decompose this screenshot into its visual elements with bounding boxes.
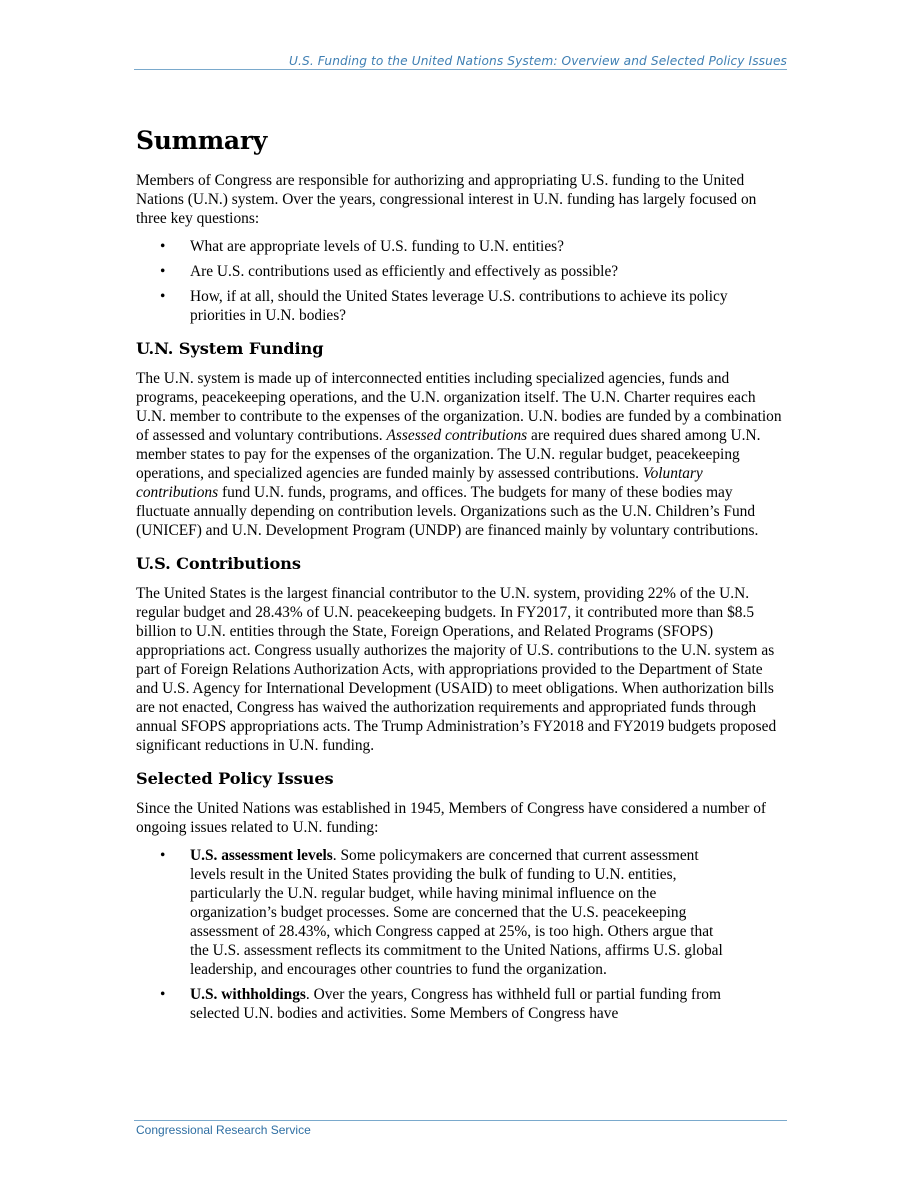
bullet-icon: • (160, 263, 166, 280)
policy-issues-list (136, 846, 786, 1023)
list-item: • How, if at all, should the United States leverage U.S. contributions to achieve its policy priorities in U.N. bodies? (160, 288, 728, 324)
header-rule (134, 69, 787, 70)
term-assessed: Assessed contributions (386, 427, 528, 444)
bullet-icon: • (160, 238, 166, 255)
system-funding-paragraph: The U.N. system is made up of interconnected entities including specialized agencies, funds and programs, peacekeeping operations, and the U.N. organization itself. The U.N. Charter requires each U.N. member to contribute to the expenses of the organization. U.N. bodies are funded by a combination of assessed and voluntary contributions. Assessed contributions are required dues shared among U.N. member states to pay for the expenses of the organization. The U.N. regular budget, peacekeeping operations, and specialized agencies are funded mainly by assessed contributions. Voluntary contributions fund U.N. funds, programs, and offices. The budgets for many of these bodies may fluctuate annually depending on contribution levels. Organizations such as the U.N. Children’s Fund (UNICEF) and U.N. Development Program (UNDP) are financed mainly by voluntary contributions. (136, 370, 782, 539)
page-body (136, 124, 786, 1029)
issue-term: U.S. assessment levels (190, 847, 333, 864)
summary-intro: Members of Congress are responsible for authorizing and appropriating U.S. funding to the United Nations (U.N.) system. Over the years, congressional interest in U.N. funding has largely focused on three key questions: (136, 172, 757, 227)
us-contributions-paragraph: The United States is the largest financial contributor to the U.N. system, providing 22% of the U.N. regular budget and 28.43% of U.N. peacekeeping budgets. In FY2017, it contributed more than $8.5 billion to U.N. entities through the State, Foreign Operations, and Related Programs (SFOPS) appropriations act. Congress usually authorizes the majority of U.S. contributions to the U.N. system as part of Foreign Relations Authorization Acts, with appropriations provided to the Department of State and U.S. Agency for International Development (USAID) to meet obligations. When authorization bills are not enacted, Congress has waived the authorization requirements and appropriated funds through annual SFOPS appropriations acts. The Trump Administration’s FY2018 and FY2019 budgets proposed significant reductions in U.N. funding. (136, 585, 777, 754)
bullet-icon: • (160, 288, 166, 305)
us-contributions-heading: U.S. Contributions (136, 554, 301, 573)
list-item: • U.S. withholdings. Over the years, Congress has withheld full or partial funding from selected U.N. bodies and activities. Some Members of Congress have (160, 986, 721, 1022)
list-item: • Are U.S. contributions used as efficiently and effectively as possible? (160, 263, 619, 280)
issue-term: U.S. withholdings (190, 986, 306, 1003)
policy-issues-intro: Since the United Nations was established in 1945, Members of Congress have considered a number of ongoing issues related to U.N. funding: (136, 800, 767, 836)
bullet-icon: • (160, 986, 166, 1003)
key-questions-list (136, 237, 786, 325)
footer-label: Congressional Research Service (136, 1123, 311, 1137)
footer-rule (134, 1120, 787, 1121)
running-header: U.S. Funding to the United Nations System: Overview and Selected Policy Issues (289, 54, 787, 68)
system-funding-heading: U.N. System Funding (136, 339, 324, 358)
list-item: • U.S. assessment levels. Some policymakers are concerned that current assessment levels result in the United States providing the bulk of funding to U.N. entities, particularly the U.N. regular budget, while having minimal influence on the organization’s budget processes. Some are concerned that the U.S. peacekeeping assessment of 28.43%, which Congress capped at 25%, is too high. Others argue that the U.S. assessment reflects its commitment to the United Nations, affirms U.S. global leadership, and encourages other countries to fund the organization. (160, 847, 723, 978)
list-item: • What are appropriate levels of U.S. funding to U.N. entities? (160, 238, 564, 255)
policy-issues-heading: Selected Policy Issues (136, 769, 334, 788)
bullet-icon: • (160, 847, 166, 864)
term-voluntary: Voluntary contributions (136, 465, 703, 501)
summary-heading: Summary (136, 126, 267, 155)
